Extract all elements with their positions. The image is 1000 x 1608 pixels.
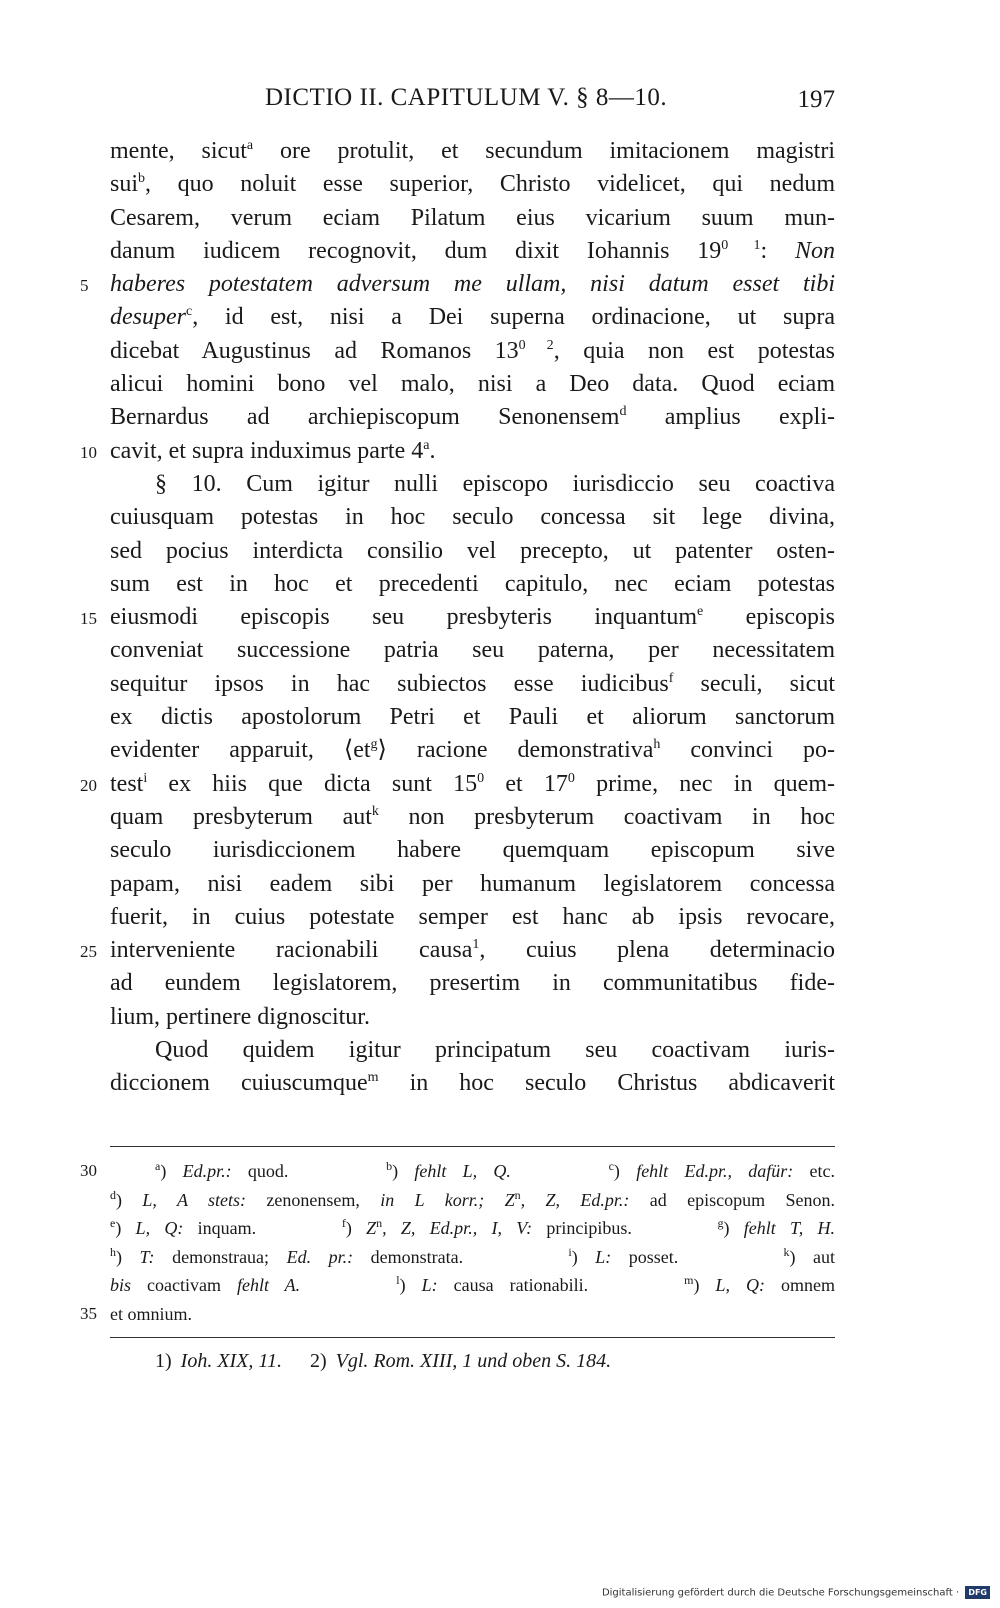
italic-text: desuper	[110, 304, 186, 331]
text-run: principibus.	[532, 1218, 718, 1238]
text-run: conveniat successione patria seu paterna, per necessitatem	[110, 637, 835, 664]
italic-text: L:	[421, 1275, 438, 1295]
text-run: ex dictis apostolorum Petri et Pauli et aliorum sanctorum	[110, 704, 835, 731]
line-text	[110, 601, 835, 634]
footnote-marker: i	[568, 1244, 572, 1259]
text-run: )	[723, 1218, 744, 1238]
reference-number: 2)	[309, 1350, 332, 1372]
text-run: )	[115, 1218, 136, 1238]
italic-text: in L korr.; Z	[380, 1189, 515, 1210]
text-run: omnem	[765, 1275, 835, 1295]
text-line	[110, 368, 835, 401]
text-run: quam presbyterum aut	[110, 803, 372, 830]
text-run: Bernardus ad archiepiscopum Senonensem	[110, 404, 620, 431]
italic-text: L, Q:	[715, 1275, 765, 1295]
line-text	[110, 301, 835, 334]
line-text	[110, 335, 835, 368]
text-line	[110, 668, 835, 701]
line-text	[110, 868, 835, 901]
apparatus-divider	[110, 1146, 835, 1147]
text-line	[110, 634, 835, 667]
text-run: mente, sicut	[110, 138, 247, 164]
footnote-marker: c	[608, 1159, 614, 1173]
text-run: coactivam	[131, 1275, 237, 1295]
line-number: 15	[80, 609, 97, 629]
footnote-marker: d	[110, 1187, 116, 1202]
text-run: )	[613, 1161, 637, 1181]
apparatus-line	[80, 1157, 836, 1186]
footnote-marker: h	[110, 1244, 116, 1259]
text-run: fuerit, in cuius potestate semper est hanc ab ipsis revocare,	[110, 903, 835, 930]
footnote-marker: k	[371, 803, 379, 819]
line-number: 25	[80, 942, 97, 962]
text-line	[110, 901, 835, 934]
line-text	[110, 1001, 835, 1034]
text-run: )	[116, 1189, 143, 1210]
text-run: convinci po-	[660, 737, 835, 764]
reference-text: Ioh. XIX, 11.	[180, 1350, 282, 1372]
text-run: , id est, nisi a Dei superna ordinacione, ut supra	[192, 304, 835, 331]
line-text	[110, 1067, 835, 1100]
line-text	[110, 801, 835, 834]
text-run: , quo noluit esse superior, Christo videlicet, qui nedum	[145, 171, 835, 198]
text-run: ad eundem legislatorem, presertim in communitatibus fide-	[110, 970, 835, 997]
text-run: )	[693, 1275, 716, 1295]
text-line	[110, 202, 835, 235]
text-run: .	[429, 437, 436, 464]
line-text	[110, 235, 835, 268]
footnote-marker: h	[653, 737, 661, 753]
italic-text: T:	[139, 1246, 155, 1267]
text-run: in hoc seculo Christus abdicaverit	[378, 1070, 835, 1097]
footnote-marker: 0 2	[518, 337, 554, 353]
line-number: 20	[80, 775, 97, 795]
source-references	[155, 1350, 639, 1373]
footnote-marker: m	[367, 1070, 379, 1086]
credit-text: Digitalisierung gefördert durch die Deutsche Forschungsgemeinschaft	[601, 1587, 953, 1599]
footnote-marker: g	[717, 1216, 724, 1230]
reference-number: 1)	[155, 1350, 177, 1372]
apparatus-line	[110, 1243, 835, 1272]
line-number: 10	[80, 442, 97, 462]
text-run: cuiusquam potestas in hoc seculo concessa sit lege divina,	[110, 504, 835, 531]
reference-text: Vgl. Rom. XIII, 1 und oben S. 184.	[335, 1350, 612, 1372]
italic-text: Ed.pr.:	[182, 1161, 232, 1181]
text-run: evidenter apparuit, ⟨et	[110, 737, 371, 764]
text-line	[110, 568, 835, 601]
text-line	[110, 834, 835, 867]
text-run: § 10. Cum igitur nulli episcopo iurisdiccio seu coactiva	[155, 470, 835, 497]
footnote-marker: m	[684, 1273, 694, 1287]
text-line	[110, 135, 835, 168]
line-text	[110, 934, 835, 967]
text-run: )	[160, 1161, 183, 1181]
footnote-marker: 0	[477, 770, 485, 786]
running-head: DICTIO II. CAPITULUM V. § 8—10.	[265, 84, 668, 111]
line-text	[110, 834, 835, 867]
references-divider	[110, 1337, 835, 1338]
italic-text: Z	[366, 1218, 377, 1238]
footnote-marker: d	[619, 404, 627, 420]
line-text	[110, 535, 835, 568]
text-run: ad episcopum Senon.	[629, 1189, 835, 1210]
text-run: , quia non est potestas	[553, 337, 836, 364]
text-run	[511, 1161, 609, 1181]
text-line	[110, 734, 835, 767]
footnote-marker: f	[341, 1216, 346, 1230]
text-line	[110, 468, 835, 501]
italic-text: Non	[794, 237, 835, 264]
line-number: 30	[80, 1161, 97, 1180]
line-text	[110, 1300, 835, 1329]
text-line	[80, 435, 835, 468]
text-run: quod.	[231, 1161, 387, 1181]
line-text	[110, 1271, 835, 1300]
line-text	[110, 734, 835, 767]
apparatus-line	[110, 1271, 835, 1300]
footnote-marker: c	[185, 304, 193, 320]
footnote-marker: k	[783, 1244, 790, 1259]
line-text	[110, 368, 835, 401]
text-line	[80, 934, 835, 967]
text-line	[110, 801, 835, 834]
critical-apparatus	[80, 1157, 836, 1328]
italic-text: L, Q:	[135, 1218, 184, 1238]
text-run: sum est in hoc et precedenti capitulo, nec eciam potestas	[110, 570, 835, 597]
footnote-marker: 0 1	[721, 237, 761, 253]
line-text	[110, 1214, 835, 1243]
text-line	[110, 301, 835, 334]
line-text	[110, 1243, 835, 1272]
text-run: dicebat Augustinus ad Romanos 13	[110, 337, 519, 364]
reference-item	[155, 1350, 282, 1372]
text-run: episcopis	[703, 604, 835, 631]
line-text	[110, 568, 835, 601]
footnote-marker: 0	[567, 770, 575, 786]
line-number: 5	[80, 276, 89, 296]
text-line	[110, 1067, 835, 1100]
text-run: et 17	[484, 770, 568, 797]
italic-text: fehlt T, H.	[743, 1218, 835, 1238]
text-run: seculi, sicut	[673, 670, 835, 697]
italic-text: L:	[595, 1246, 612, 1267]
text-line	[110, 335, 835, 368]
text-run: inquam.	[183, 1218, 342, 1238]
line-text	[110, 501, 835, 534]
text-run: diccionem cuiuscumque	[110, 1070, 368, 1097]
page-header	[110, 82, 835, 116]
text-run: )	[571, 1246, 596, 1267]
footnote-marker: a	[246, 138, 254, 153]
line-text	[110, 435, 835, 468]
main-text	[80, 135, 836, 1101]
italic-text: fehlt L, Q.	[414, 1161, 511, 1181]
italic-text: Ed. pr.:	[286, 1246, 354, 1267]
text-line	[110, 168, 835, 201]
footnote-marker: b	[386, 1159, 393, 1173]
italic-text: L, A stets:	[142, 1189, 247, 1210]
text-run: Quod quidem igitur principatum seu coactivam iuris-	[155, 1037, 835, 1064]
text-run: lium, pertinere dignoscitur.	[110, 1003, 370, 1030]
footnote-marker: n	[514, 1187, 521, 1202]
line-text	[110, 701, 835, 734]
text-run: zenonensem,	[246, 1189, 381, 1210]
line-text	[110, 468, 835, 501]
italic-text: fehlt Ed.pr., dafür:	[636, 1161, 794, 1181]
reference-item	[310, 1350, 611, 1372]
line-text	[110, 401, 835, 434]
text-line	[110, 235, 835, 268]
text-run: ) aut	[789, 1246, 836, 1267]
text-run: prime, nec in quem-	[574, 770, 835, 797]
line-text	[110, 768, 835, 801]
text-run: ore protulit, et secundum imitacionem magistri	[253, 138, 836, 164]
text-run	[300, 1275, 396, 1295]
text-run: )	[116, 1246, 140, 1267]
footnote-marker: n	[376, 1216, 383, 1230]
text-run: alicui homini bono vel malo, nisi a Deo data. Quod eciam	[110, 371, 835, 398]
page-number: 197	[797, 86, 835, 113]
footnote-marker: e	[697, 604, 704, 620]
italic-text: haberes potestatem adversum me ullam, nisi datum esset tibi	[110, 271, 835, 298]
text-run: , cuius plena determinacio	[479, 937, 835, 964]
text-run: demonstrata.	[353, 1246, 569, 1267]
italic-text: fehlt A.	[237, 1275, 301, 1295]
footnote-marker: i	[143, 770, 148, 786]
footnote-marker: a	[155, 1159, 161, 1173]
text-line	[80, 268, 835, 301]
line-text	[110, 1186, 835, 1215]
text-run: danum iudicem recognovit, dum dixit Iohannis 19	[110, 237, 722, 264]
line-text	[110, 135, 835, 168]
text-run: )	[345, 1218, 367, 1238]
text-line	[110, 967, 835, 1000]
text-run: ex hiis que dicta sunt 15	[147, 770, 478, 797]
line-text	[110, 967, 835, 1000]
apparatus-line	[80, 1300, 835, 1329]
text-run: causa rationabili.	[437, 1275, 685, 1295]
footnote-marker: l	[396, 1273, 400, 1287]
text-run: eiusmodi episcopis seu presbyteris inquantum	[110, 604, 698, 631]
text-run: et omnium.	[110, 1303, 192, 1324]
line-text	[110, 202, 835, 235]
dfg-logo: DFG	[965, 1586, 990, 1599]
text-run: :	[760, 237, 795, 264]
apparatus-line	[110, 1214, 835, 1243]
text-line	[110, 501, 835, 534]
line-text	[110, 668, 835, 701]
text-run: sequitur ipsos in hac subiectos esse iudicibus	[110, 670, 669, 697]
digitization-credit: Digitalisierung gefördert durch die Deutsche Forschungsgemeinschaft · DFG	[602, 1586, 990, 1599]
text-run: amplius expli-	[626, 404, 836, 431]
apparatus-line	[110, 1186, 835, 1215]
text-run: test	[110, 770, 144, 797]
text-run: )	[399, 1275, 422, 1295]
text-line	[110, 1001, 835, 1034]
line-text	[110, 168, 835, 201]
text-line	[110, 868, 835, 901]
footnote-marker: 1	[472, 937, 480, 953]
line-text	[110, 634, 835, 667]
text-run: posset.	[611, 1246, 784, 1267]
footnote-marker: a	[423, 437, 430, 453]
text-line	[110, 401, 835, 434]
text-run: interveniente racionabili causa	[110, 937, 473, 964]
text-run: cavit, et supra induximus parte 4	[110, 437, 424, 464]
footnote-marker: g	[370, 737, 378, 753]
text-run: Cesarem, verum eciam Pilatum eius vicarium suum mun-	[110, 204, 835, 231]
footnote-marker: b	[138, 171, 146, 187]
line-text	[110, 1034, 835, 1067]
text-run: seculo iurisdiccionem habere quemquam episcopum sive	[110, 837, 835, 864]
italic-text: bis	[110, 1275, 132, 1295]
text-line	[80, 768, 835, 801]
text-run: papam, nisi eadem sibi per humanum legislatorem concessa	[110, 870, 835, 897]
text-run: non presbyterum coactivam in hoc	[378, 803, 835, 830]
line-text	[110, 1157, 835, 1186]
footnote-marker: e	[110, 1216, 116, 1230]
text-line	[80, 601, 835, 634]
text-run: sed pocius interdicta consilio vel precepto, ut patenter osten-	[110, 537, 835, 564]
line-number: 35	[80, 1303, 97, 1323]
line-text	[110, 901, 835, 934]
text-run: demonstraua;	[154, 1246, 287, 1267]
footnote-marker: f	[668, 670, 674, 686]
italic-text: , Z, Ed.pr., I, V:	[382, 1218, 533, 1238]
text-line	[110, 701, 835, 734]
text-line	[110, 535, 835, 568]
text-run: )	[392, 1161, 415, 1181]
italic-text: , Z, Ed.pr.:	[520, 1189, 630, 1210]
text-line	[110, 1034, 835, 1067]
text-run: sui	[110, 171, 139, 198]
text-run: etc.	[793, 1161, 836, 1181]
line-text	[110, 268, 835, 301]
text-run: ⟩ racione demonstrativa	[377, 737, 654, 764]
